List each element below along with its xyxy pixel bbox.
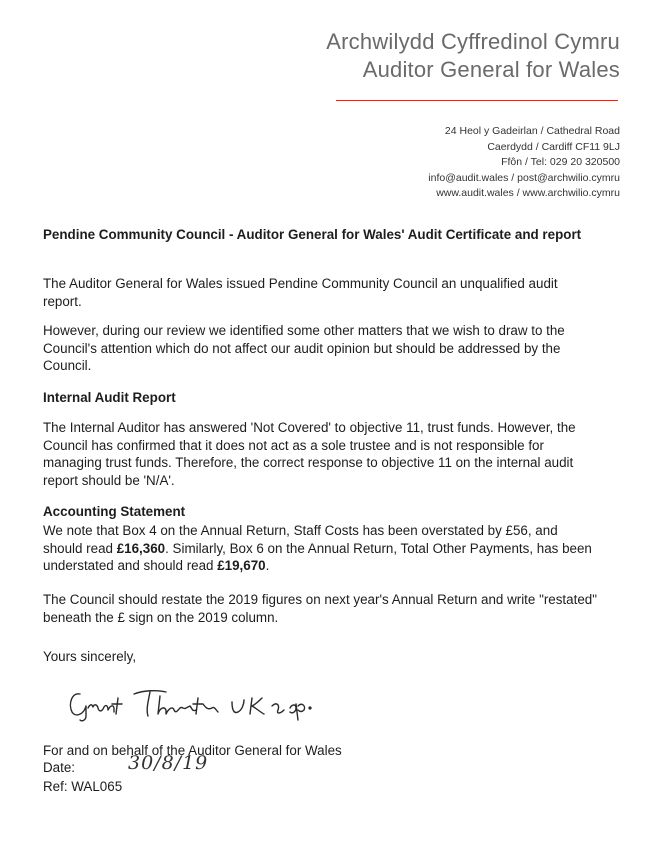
address-email: info@audit.wales / post@archwilio.cymru: [428, 171, 620, 184]
handwritten-signature: [66, 680, 346, 730]
accounting-text: .: [265, 558, 270, 573]
accounting-text: . Similarly, Box 6 on the Annual Return, Total Other Payments, has been understated and should read: [43, 540, 592, 573]
address-line: 24 Heol y Gadeirlan / Cathedral Road: [444, 125, 620, 137]
paragraph-opinion: The Auditor General for Wales issued Pendine Community Council an unqualified audit report.: [43, 276, 558, 309]
sender-address: [428, 124, 620, 202]
closing-salutation: Yours sincerely,: [43, 649, 137, 664]
letterhead: [326, 28, 620, 84]
letterhead-divider: [336, 100, 618, 101]
section-heading-accounting-statement: Accounting Statement: [43, 504, 186, 519]
address-line: Caerdydd / Cardiff CF11 9LJ: [487, 140, 620, 153]
signature-image: [66, 680, 346, 730]
paragraph-accounting: [43, 522, 598, 575]
staff-costs-amount: £16,360: [116, 540, 166, 556]
letter-title: Pendine Community Council - Auditor General for Wales' Audit Certificate and report: [43, 227, 582, 242]
reference-number: Ref: WAL065: [43, 779, 123, 794]
handwritten-date: 30/8/19: [128, 752, 209, 774]
address-phone: Ffôn / Tel: 029 20 320500: [501, 156, 620, 168]
on-behalf-line: For and on behalf of the Auditor General for Wales: [43, 743, 342, 758]
org-name-welsh: Archwilydd Cyffredinol Cymru: [326, 29, 620, 54]
other-payments-amount: £19,670: [217, 558, 266, 573]
address-web: www.audit.wales / www.archwilio.cymru: [436, 187, 620, 199]
accounting-text: We note that Box 4 on the Annual Return, Staff Costs has been overstated by £56, and should read: [43, 523, 558, 556]
paragraph-other-matters: However, during our review we identified some other matters that we wish to draw to the Council's attention which do not affect our audit opinion but should be addressed by the Council.: [43, 323, 565, 373]
paragraph-restate: The Council should restate the 2019 figures on next year's Annual Return and write "restated" beneath the £ sign on the 2019 column.: [43, 592, 597, 625]
paragraph-internal-audit: The Internal Auditor has answered 'Not Covered' to objective 11, trust funds. However, the Council has confirmed that it does not act as a sole trustee and is not responsible for managing trust funds. Therefore, the correct response to objective 11 on the internal audit report should be 'N/A'.: [43, 420, 576, 488]
section-heading-internal-audit: Internal Audit Report: [43, 390, 176, 405]
date-label: Date:: [43, 760, 76, 775]
org-name-english: Auditor General for Wales: [362, 57, 620, 82]
